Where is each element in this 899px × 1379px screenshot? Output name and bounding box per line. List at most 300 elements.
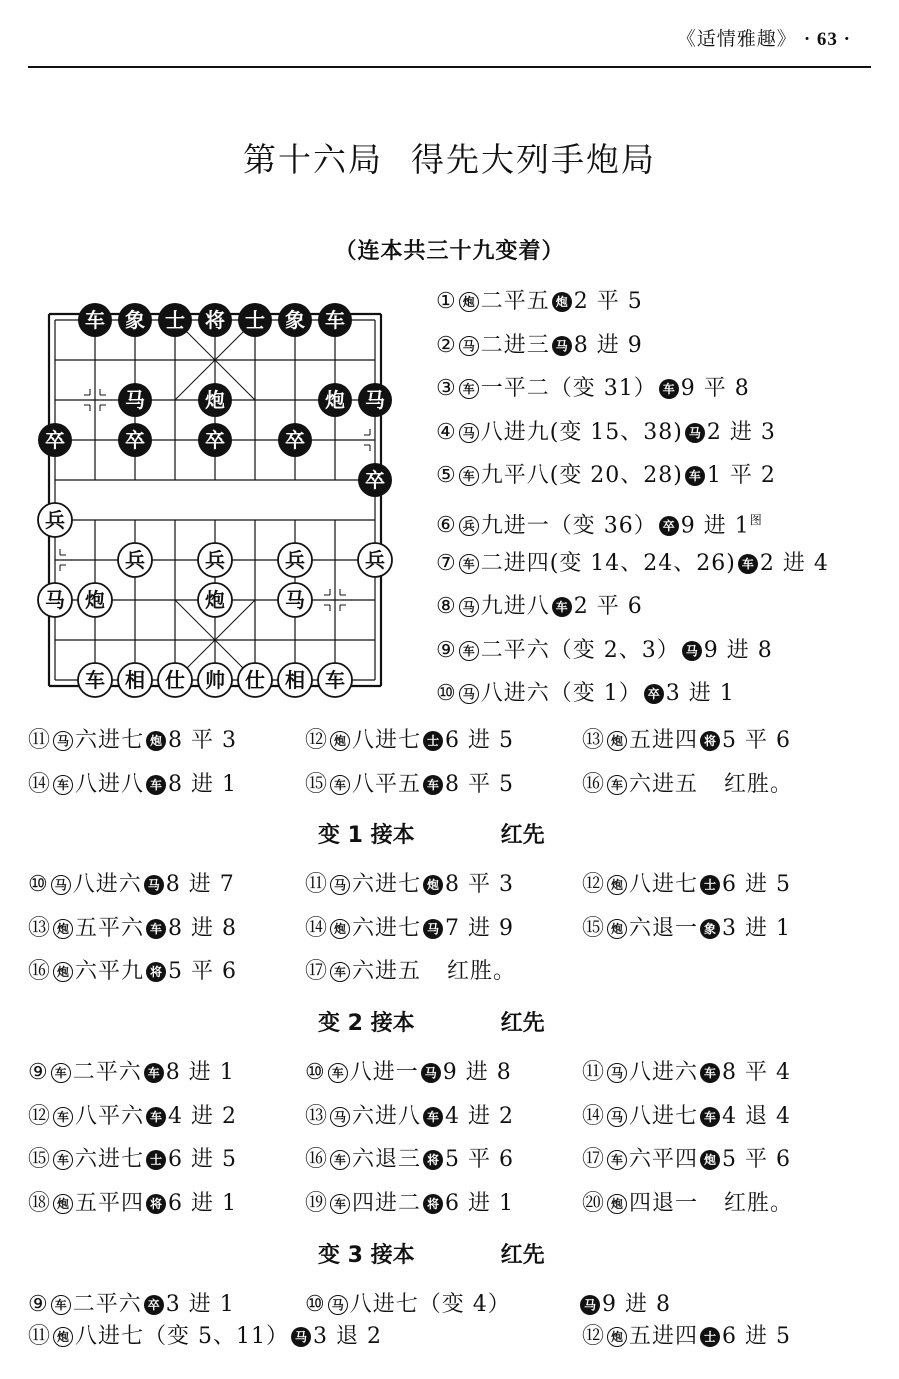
piece-label: 炮 bbox=[205, 588, 225, 612]
red-piece-炮 bbox=[198, 583, 232, 617]
move-number: ⑬ bbox=[582, 728, 606, 753]
main-move bbox=[582, 770, 793, 800]
red-piece-icon: 马 bbox=[328, 1295, 348, 1315]
red-move-text: 六进七 bbox=[75, 728, 145, 753]
red-move-text: 六进五 bbox=[629, 771, 699, 797]
red-piece-兵 bbox=[198, 543, 232, 577]
variation-2-heading: 变 2 接本 红先 bbox=[318, 1011, 545, 1036]
piece-label: 仕 bbox=[165, 668, 185, 692]
piece-label: 兵 bbox=[365, 548, 385, 572]
move-number: ⑰ bbox=[582, 1147, 606, 1173]
black-move-text: 2 平 5 bbox=[573, 289, 643, 314]
black-piece-icon: 马 bbox=[552, 336, 572, 356]
move-number: ④ bbox=[436, 419, 457, 445]
red-piece-马 bbox=[278, 583, 312, 617]
red-piece-icon: 马 bbox=[330, 1107, 350, 1127]
piece-label: 马 bbox=[45, 588, 65, 612]
main-move bbox=[436, 549, 829, 579]
black-move-text: 6 进 5 bbox=[168, 1147, 238, 1173]
red-piece-icon: 马 bbox=[459, 597, 479, 617]
result-text: 红胜。 bbox=[724, 771, 794, 797]
red-piece-车 bbox=[78, 663, 112, 697]
move-number: ⑯ bbox=[305, 1147, 329, 1173]
black-piece-icon: 马 bbox=[682, 641, 702, 661]
black-piece-车 bbox=[318, 303, 352, 337]
piece-label: 将 bbox=[205, 308, 225, 332]
move-number: ⑬ bbox=[305, 1103, 329, 1129]
black-piece-icon: 炮 bbox=[700, 1150, 720, 1170]
black-move-text: 2 平 6 bbox=[573, 594, 643, 620]
piece-label: 炮 bbox=[205, 388, 225, 412]
red-move-text: 五平六 bbox=[75, 915, 145, 941]
red-piece-icon: 炮 bbox=[607, 875, 627, 895]
variation-2-move bbox=[28, 1102, 237, 1132]
red-piece-icon: 马 bbox=[51, 875, 71, 895]
piece-label: 卒 bbox=[45, 428, 65, 452]
main-move bbox=[436, 461, 776, 491]
black-move-text: 4 进 2 bbox=[445, 1103, 515, 1129]
main-move bbox=[436, 505, 763, 541]
red-piece-icon: 炮 bbox=[330, 731, 350, 751]
red-piece-icon: 炮 bbox=[607, 1327, 627, 1347]
black-move-text: 3 进 1 bbox=[665, 681, 735, 707]
piece-label: 兵 bbox=[205, 548, 225, 572]
black-move-text: 6 进 1 bbox=[445, 1190, 515, 1216]
red-move-text: 九进八 bbox=[480, 594, 550, 620]
variation-1-move bbox=[305, 870, 514, 900]
red-piece-icon: 炮 bbox=[330, 919, 350, 939]
variation-2-move bbox=[582, 1145, 791, 1175]
red-piece-icon: 炮 bbox=[607, 731, 627, 751]
piece-label: 车 bbox=[85, 668, 105, 692]
red-piece-icon: 马 bbox=[607, 1107, 627, 1127]
move-number: ⑪ bbox=[28, 1324, 52, 1349]
black-piece-icon: 车 bbox=[423, 775, 443, 795]
move-number: ⑭ bbox=[582, 1103, 606, 1129]
black-move-text: 9 进 8 bbox=[442, 1060, 512, 1085]
red-piece-相 bbox=[278, 663, 312, 697]
red-piece-icon: 马 bbox=[459, 336, 479, 356]
black-piece-炮 bbox=[318, 383, 352, 417]
variation-2-move bbox=[28, 1058, 235, 1088]
red-move-text: 二平六（变 2、3） bbox=[480, 637, 680, 663]
red-move-text: 八进六（变 1） bbox=[480, 681, 642, 707]
red-piece-icon: 车 bbox=[607, 1150, 627, 1170]
black-piece-卒 bbox=[118, 423, 152, 457]
black-piece-icon: 卒 bbox=[644, 684, 664, 704]
main-move bbox=[305, 770, 514, 800]
black-move-text: 5 平 6 bbox=[722, 728, 792, 753]
move-number: ⑯ bbox=[582, 771, 606, 797]
variation-2-move bbox=[305, 1189, 514, 1219]
main-move bbox=[28, 726, 237, 756]
red-piece-icon: 马 bbox=[607, 1063, 627, 1083]
red-move-text: 八进七（变 5、11） bbox=[75, 1324, 290, 1349]
black-piece-icon: 车 bbox=[423, 1107, 443, 1127]
variation-2-move bbox=[305, 1058, 512, 1088]
red-piece-icon: 炮 bbox=[53, 919, 73, 939]
red-piece-仕 bbox=[238, 663, 272, 697]
red-move-text: 八进九(变 15、38) bbox=[480, 419, 683, 445]
red-move-text: 二平六 bbox=[72, 1292, 142, 1317]
red-piece-icon: 车 bbox=[53, 1107, 73, 1127]
move-number: ⑨ bbox=[28, 1060, 49, 1085]
piece-label: 卒 bbox=[365, 468, 385, 492]
variation-2-move bbox=[28, 1145, 237, 1175]
piece-label: 士 bbox=[245, 308, 265, 332]
move-number: ⑧ bbox=[436, 594, 457, 620]
move-number: ⑱ bbox=[28, 1190, 52, 1216]
black-move-text: 3 退 2 bbox=[313, 1324, 382, 1349]
red-move-text: 九进一（变 36） bbox=[480, 513, 657, 539]
red-piece-icon: 炮 bbox=[53, 1327, 73, 1347]
black-piece-卒 bbox=[358, 463, 392, 497]
red-move-text: 五平四 bbox=[75, 1190, 145, 1216]
black-move-text: 6 进 5 bbox=[445, 728, 515, 753]
black-move-text: 9 平 8 bbox=[680, 376, 750, 402]
black-piece-卒 bbox=[278, 423, 312, 457]
red-piece-icon: 车 bbox=[330, 962, 350, 982]
black-move-text: 6 进 1 bbox=[168, 1190, 238, 1216]
red-piece-仕 bbox=[158, 663, 192, 697]
piece-label: 卒 bbox=[285, 428, 305, 452]
red-piece-icon: 车 bbox=[459, 379, 479, 399]
red-piece-帅 bbox=[198, 663, 232, 697]
piece-label: 帅 bbox=[205, 668, 225, 692]
red-piece-兵 bbox=[118, 543, 152, 577]
move-number: ⑪ bbox=[28, 728, 52, 753]
black-move-text: 8 进 1 bbox=[168, 771, 238, 797]
book-title: 《适情雅趣》 bbox=[676, 28, 797, 50]
red-piece-icon: 车 bbox=[53, 775, 73, 795]
red-piece-icon: 车 bbox=[51, 1063, 71, 1083]
red-piece-车 bbox=[318, 663, 352, 697]
black-move-text: 8 平 5 bbox=[445, 771, 515, 797]
move-number: ⑭ bbox=[28, 771, 52, 797]
red-piece-炮 bbox=[78, 583, 112, 617]
black-move-text: 3 进 1 bbox=[165, 1292, 235, 1317]
black-piece-icon: 车 bbox=[659, 379, 679, 399]
running-head: 《适情雅趣》 · 63 · bbox=[676, 28, 851, 50]
red-move-text: 二进三 bbox=[480, 332, 550, 358]
red-move-text: 六进五 bbox=[352, 959, 422, 985]
chess-board-diagram bbox=[30, 300, 400, 710]
game-title bbox=[0, 134, 899, 181]
red-move-text: 八平五 bbox=[352, 771, 422, 797]
move-number: ⑦ bbox=[436, 550, 457, 576]
black-piece-icon: 马 bbox=[421, 1063, 441, 1083]
black-move-text: 1 平 2 bbox=[706, 463, 776, 489]
red-piece-兵 bbox=[38, 503, 72, 537]
black-piece-icon: 马 bbox=[580, 1295, 600, 1315]
black-piece-象 bbox=[118, 303, 152, 337]
black-piece-icon: 将 bbox=[423, 1194, 443, 1214]
variation-1-move bbox=[305, 957, 516, 987]
red-move-text: 六平九 bbox=[75, 959, 145, 985]
black-move-text: 9 进 8 bbox=[703, 637, 773, 663]
red-piece-icon: 兵 bbox=[459, 516, 479, 536]
black-move-text: 4 退 4 bbox=[722, 1103, 792, 1129]
move-number: ⑥ bbox=[436, 513, 457, 539]
black-piece-icon: 炮 bbox=[146, 731, 166, 751]
move-number: ⑨ bbox=[28, 1292, 49, 1317]
variation-2-move bbox=[582, 1189, 793, 1219]
variation-3-move bbox=[578, 1290, 671, 1320]
main-move bbox=[436, 418, 776, 448]
red-piece-icon: 车 bbox=[607, 775, 627, 795]
piece-label: 兵 bbox=[45, 508, 65, 532]
piece-label: 士 bbox=[165, 308, 185, 332]
black-piece-icon: 将 bbox=[423, 1150, 443, 1170]
red-piece-icon: 炮 bbox=[459, 292, 479, 312]
black-piece-icon: 车 bbox=[738, 554, 758, 574]
move-number: ⑫ bbox=[305, 728, 329, 753]
move-number: ⑭ bbox=[305, 915, 329, 941]
red-piece-icon: 炮 bbox=[607, 1194, 627, 1214]
red-move-text: 六平四 bbox=[629, 1147, 699, 1173]
black-piece-icon: 将 bbox=[146, 1194, 166, 1214]
black-piece-icon: 马 bbox=[291, 1327, 311, 1347]
main-move bbox=[436, 679, 735, 709]
move-number: ⑨ bbox=[436, 637, 457, 663]
piece-label: 炮 bbox=[325, 388, 345, 412]
move-number: ⑫ bbox=[28, 1103, 52, 1129]
move-number: ⑬ bbox=[28, 915, 52, 941]
red-move-text: 八平六 bbox=[75, 1103, 145, 1129]
red-piece-兵 bbox=[278, 543, 312, 577]
black-piece-卒 bbox=[38, 423, 72, 457]
piece-label: 卒 bbox=[125, 428, 145, 452]
variation-2-move bbox=[28, 1189, 237, 1219]
move-number: ⑰ bbox=[305, 959, 329, 985]
variation-2-move bbox=[305, 1102, 514, 1132]
red-move-text: 八进六 bbox=[72, 872, 142, 897]
piece-label: 车 bbox=[325, 308, 345, 332]
red-move-text: 六退一 bbox=[629, 915, 699, 941]
black-piece-icon: 卒 bbox=[659, 516, 679, 536]
main-move bbox=[436, 287, 643, 317]
piece-label: 兵 bbox=[285, 548, 305, 572]
move-number: ⑳ bbox=[582, 1190, 606, 1216]
black-piece-icon: 马 bbox=[685, 423, 705, 443]
black-move-text: 8 进 7 bbox=[165, 872, 235, 897]
piece-label: 马 bbox=[125, 388, 145, 412]
red-piece-icon: 车 bbox=[459, 641, 479, 661]
red-piece-icon: 车 bbox=[330, 775, 350, 795]
black-piece-icon: 炮 bbox=[423, 875, 443, 895]
variation-2-move bbox=[582, 1058, 791, 1088]
red-move-text: 六进八 bbox=[352, 1103, 422, 1129]
black-piece-马 bbox=[358, 383, 392, 417]
piece-label: 兵 bbox=[125, 548, 145, 572]
black-piece-icon: 炮 bbox=[552, 292, 572, 312]
move-number: ⑮ bbox=[582, 915, 606, 941]
piece-label: 马 bbox=[365, 388, 385, 412]
black-move-text: 4 进 2 bbox=[168, 1103, 238, 1129]
red-move-text: 六进七 bbox=[75, 1147, 145, 1173]
page-header bbox=[28, 0, 871, 68]
variation-3-move bbox=[28, 1290, 235, 1320]
red-move-text: 八进七 bbox=[352, 728, 422, 753]
red-move-text: 八进六 bbox=[629, 1060, 699, 1085]
piece-label: 相 bbox=[285, 668, 305, 692]
red-move-text: 五进四 bbox=[629, 728, 699, 753]
black-piece-象 bbox=[278, 303, 312, 337]
black-piece-icon: 车 bbox=[144, 1063, 164, 1083]
red-piece-icon: 炮 bbox=[53, 1194, 73, 1214]
red-piece-icon: 马 bbox=[330, 875, 350, 895]
black-piece-icon: 车 bbox=[700, 1107, 720, 1127]
piece-label: 炮 bbox=[85, 588, 105, 612]
black-piece-icon: 士 bbox=[146, 1150, 166, 1170]
black-move-text: 8 平 3 bbox=[445, 872, 515, 897]
variation-1-move bbox=[28, 870, 235, 900]
black-piece-icon: 车 bbox=[146, 1107, 166, 1127]
black-piece-马 bbox=[118, 383, 152, 417]
main-move bbox=[436, 636, 773, 666]
move-number: ⑩ bbox=[28, 872, 49, 897]
main-move bbox=[436, 331, 643, 361]
black-piece-icon: 象 bbox=[700, 919, 720, 939]
move-number: ⑲ bbox=[305, 1190, 329, 1216]
red-piece-icon: 车 bbox=[330, 1150, 350, 1170]
black-move-text: 6 进 5 bbox=[722, 872, 792, 897]
move-number: ⑪ bbox=[305, 872, 329, 897]
main-move bbox=[436, 592, 643, 622]
piece-label: 车 bbox=[325, 668, 345, 692]
red-piece-icon: 车 bbox=[459, 554, 479, 574]
variation-1-move bbox=[28, 957, 237, 987]
red-move-text: 八进七 bbox=[629, 1103, 699, 1129]
black-move-text: 2 进 4 bbox=[759, 550, 829, 576]
variation-3-move bbox=[305, 1290, 511, 1320]
move-number: ③ bbox=[436, 376, 457, 402]
black-move-text: 5 平 6 bbox=[168, 959, 238, 985]
piece-label: 相 bbox=[125, 668, 145, 692]
main-move bbox=[582, 726, 791, 756]
black-piece-车 bbox=[78, 303, 112, 337]
move-number: ② bbox=[436, 332, 457, 358]
variation-2-move bbox=[305, 1145, 514, 1175]
black-piece-士 bbox=[238, 303, 272, 337]
game-number: 第十六局 bbox=[243, 140, 383, 179]
red-piece-icon: 车 bbox=[330, 1194, 350, 1214]
black-move-text: 6 进 5 bbox=[722, 1324, 792, 1349]
move-number: ⑩ bbox=[305, 1060, 326, 1085]
black-piece-icon: 将 bbox=[700, 731, 720, 751]
move-number: ⑮ bbox=[305, 771, 329, 797]
black-move-text: 8 进 9 bbox=[573, 332, 643, 358]
move-number: ⑩ bbox=[436, 681, 457, 707]
red-move-text: 六进七 bbox=[352, 872, 422, 897]
main-move bbox=[436, 374, 750, 404]
piece-label: 仕 bbox=[245, 668, 265, 692]
black-piece-将 bbox=[198, 303, 232, 337]
red-move-text: 八进八 bbox=[75, 771, 145, 797]
black-piece-icon: 将 bbox=[146, 962, 166, 982]
subtitle: （连本共三十九变着） bbox=[334, 239, 565, 264]
black-move-text: 5 平 6 bbox=[445, 1147, 515, 1173]
main-move bbox=[305, 726, 514, 756]
game-name: 得先大列手炮局 bbox=[411, 140, 656, 179]
red-move-text: 九平八(变 20、28) bbox=[480, 463, 683, 489]
variation-3-move bbox=[28, 1322, 382, 1352]
red-piece-相 bbox=[118, 663, 152, 697]
black-move-text: 8 进 1 bbox=[165, 1060, 235, 1085]
black-piece-icon: 车 bbox=[552, 597, 572, 617]
black-move-text: 3 进 1 bbox=[722, 915, 792, 941]
red-move-text: 五进四 bbox=[629, 1324, 699, 1349]
red-move-text: 六退三 bbox=[352, 1147, 422, 1173]
red-piece-icon: 炮 bbox=[53, 962, 73, 982]
red-move-text: 二平五 bbox=[480, 289, 550, 314]
black-piece-icon: 车 bbox=[146, 919, 166, 939]
red-move-text: 八进七（变 4） bbox=[349, 1292, 511, 1317]
move-number: ⑫ bbox=[582, 872, 606, 897]
move-number: ① bbox=[436, 289, 457, 314]
black-piece-卒 bbox=[198, 423, 232, 457]
red-piece-icon: 炮 bbox=[607, 919, 627, 939]
result-text: 红胜。 bbox=[724, 1190, 794, 1216]
page-number: 63 bbox=[816, 29, 838, 50]
red-piece-icon: 车 bbox=[459, 466, 479, 486]
black-move-text: 9 进 8 bbox=[602, 1292, 671, 1317]
move-number: ⑩ bbox=[305, 1292, 326, 1317]
red-move-text: 二进四(变 14、24、26) bbox=[480, 550, 736, 576]
black-move-text: 7 进 9 bbox=[445, 915, 515, 941]
red-piece-icon: 马 bbox=[53, 731, 73, 751]
move-number: ⑮ bbox=[28, 1147, 52, 1173]
red-piece-兵 bbox=[358, 543, 392, 577]
black-piece-icon: 车 bbox=[146, 775, 166, 795]
result-text: 红胜。 bbox=[447, 959, 517, 985]
black-piece-炮 bbox=[198, 383, 232, 417]
red-move-text: 四退一 bbox=[629, 1190, 699, 1216]
black-move-text: 8 平 4 bbox=[722, 1060, 792, 1085]
red-move-text: 八进一 bbox=[349, 1060, 419, 1085]
black-move-text: 8 进 8 bbox=[168, 915, 238, 941]
red-move-text: 二平六 bbox=[72, 1060, 142, 1085]
variation-3-move bbox=[582, 1322, 791, 1352]
red-move-text: 六进七 bbox=[352, 915, 422, 941]
black-piece-icon: 车 bbox=[685, 466, 705, 486]
move-number: ⑪ bbox=[582, 1060, 606, 1085]
black-piece-士 bbox=[158, 303, 192, 337]
variation-1-move bbox=[582, 870, 791, 900]
red-piece-icon: 车 bbox=[53, 1150, 73, 1170]
black-piece-icon: 士 bbox=[700, 875, 720, 895]
black-move-text: 9 进 1 bbox=[680, 513, 750, 539]
piece-label: 象 bbox=[285, 308, 305, 332]
black-move-text: 5 平 6 bbox=[722, 1147, 792, 1173]
black-move-text: 2 进 3 bbox=[706, 419, 776, 445]
red-piece-icon: 车 bbox=[51, 1295, 71, 1315]
figure-mark: 图 bbox=[749, 513, 763, 527]
variation-1-move bbox=[305, 914, 514, 944]
piece-label: 马 bbox=[285, 588, 305, 612]
red-move-text: 四进二 bbox=[352, 1190, 422, 1216]
black-piece-icon: 车 bbox=[700, 1063, 720, 1083]
black-piece-icon: 士 bbox=[423, 731, 443, 751]
black-piece-icon: 卒 bbox=[144, 1295, 164, 1315]
red-piece-icon: 车 bbox=[328, 1063, 348, 1083]
main-move bbox=[28, 770, 237, 800]
move-number: ⑯ bbox=[28, 959, 52, 985]
red-move-text: 一平二（变 31） bbox=[480, 376, 657, 402]
red-piece-icon: 马 bbox=[459, 423, 479, 443]
variation-2-move bbox=[582, 1102, 791, 1132]
variation-1-move bbox=[28, 914, 237, 944]
